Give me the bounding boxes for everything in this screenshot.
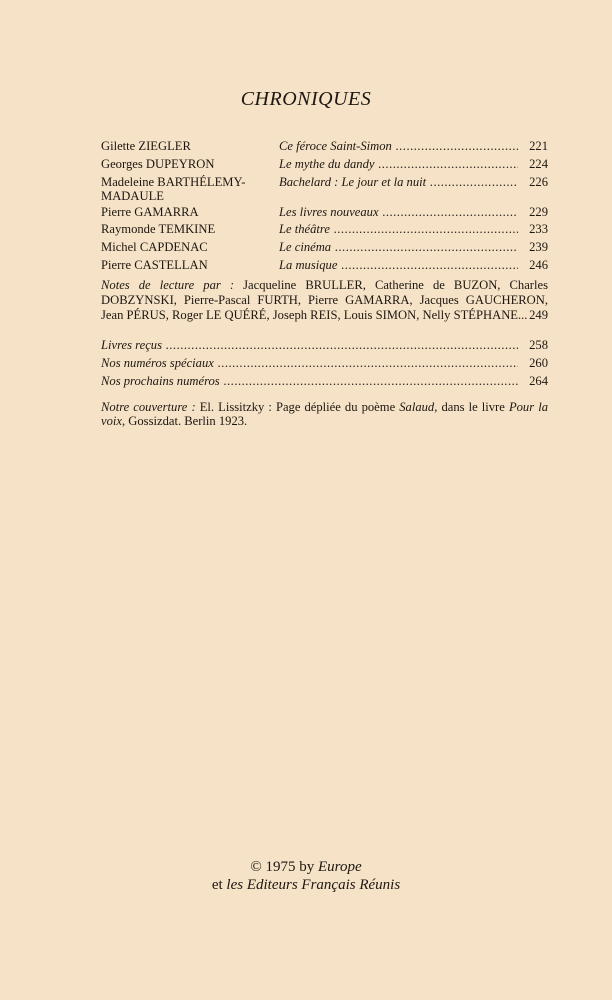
section-page: 258 (529, 338, 548, 352)
notes-page: 249 (529, 308, 548, 322)
entry-author: Michel CAPDENAC (101, 240, 208, 254)
cover-text: , Gossizdat. Berlin 1923. (121, 414, 248, 428)
entry-page: 233 (529, 222, 548, 236)
toc-entry (101, 222, 548, 238)
entry-author: Gilette ZIEGLER (101, 139, 191, 153)
cover-poem: Salaud (399, 400, 435, 414)
entry-page: 221 (529, 139, 548, 153)
cover-text: , dans le livre (434, 400, 505, 414)
toc-entry (101, 175, 548, 205)
cover-text: El. Lissitzky : Page dépliée du poème (199, 400, 396, 414)
entry-work: Bachelard : Le jour et la nuit ..... (279, 175, 518, 190)
section-entry (101, 374, 548, 390)
section-page: 264 (529, 374, 548, 388)
entry-author: Madeleine BARTHÉLEMY- (101, 175, 246, 189)
entry-work: Le cinéma ..... (279, 240, 518, 255)
entry-author: Raymonde TEMKINE (101, 222, 216, 236)
entry-work: La musique ..... (279, 258, 518, 273)
copyright-prefix: © 1975 by (250, 859, 315, 875)
copyright-line (0, 876, 612, 894)
entry-page: 246 (529, 258, 548, 272)
entry-work: Ce féroce Saint-Simon ..... (279, 139, 518, 154)
toc-entry (101, 258, 548, 274)
section-entry (101, 338, 548, 354)
copyright-prefix: et (211, 877, 223, 893)
notes-contributors: Jacqueline BRULLER, Catherine de BUZON, Charles DOBZYNSKI, Pierre-Pascal FURTH, Pierre GAMARRA, Jacques GAUCHERON, Jean PÉRUS, Roger LE QUÉRÉ, Joseph REIS, Louis SIMON, Nelly STÉPHANE... (101, 278, 548, 322)
entry-author-continued: MADAULE (101, 189, 164, 203)
section-page: 260 (529, 356, 548, 370)
cover-note (101, 400, 548, 428)
toc-entry (101, 240, 548, 256)
section-label: Livres reçus ..... (101, 338, 518, 353)
toc-entry (101, 157, 548, 173)
cover-book: Pour la voix (101, 400, 548, 428)
page-title: CHRONIQUES (240, 88, 372, 110)
entry-page: 226 (529, 175, 548, 189)
entry-author: Pierre CASTELLAN (101, 258, 208, 272)
section-entry (101, 356, 548, 372)
toc-entry (101, 205, 548, 221)
copyright-line (0, 858, 612, 876)
entry-page: 239 (529, 240, 548, 254)
section-label: Nos prochains numéros ..... (101, 374, 518, 389)
entry-author: Georges DUPEYRON (101, 157, 215, 171)
notes-label: Notes de lecture par : (101, 278, 235, 292)
section-label: Nos numéros spéciaux ..... (101, 356, 518, 371)
publisher-efr: les Editeurs Français Réunis (226, 877, 401, 893)
publisher-europe: Europe (318, 859, 362, 875)
copyright (0, 858, 612, 894)
entry-page: 229 (529, 205, 548, 219)
entry-page: 224 (529, 157, 548, 171)
entry-work: Le mythe du dandy ..... (279, 157, 518, 172)
entry-work: Le théâtre ..... (279, 222, 518, 237)
reading-notes (101, 278, 548, 323)
cover-label: Notre couverture : (101, 400, 196, 414)
toc-entry (101, 139, 548, 155)
entry-work: Les livres nouveaux ..... (279, 205, 518, 220)
entry-author: Pierre GAMARRA (101, 205, 199, 219)
